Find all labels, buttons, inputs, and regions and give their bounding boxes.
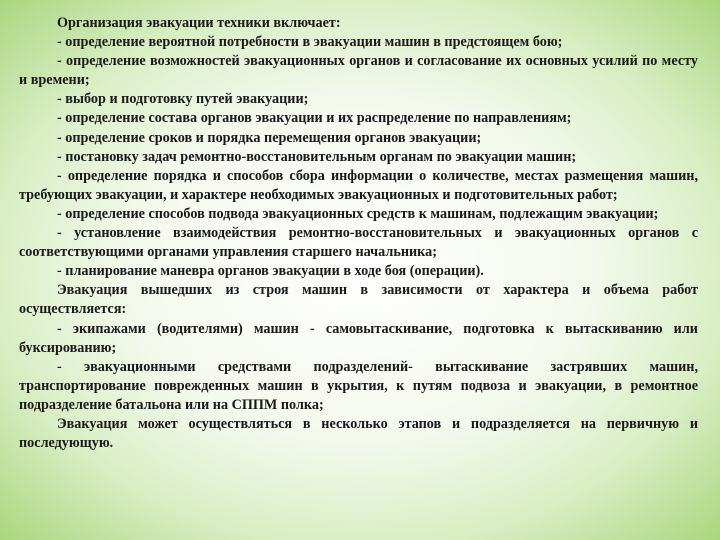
list-item: - выбор и подготовку путей эвакуации; <box>57 91 309 108</box>
list-item: - определение состава органов эвакуации и их распределение по направлениям; <box>57 110 572 127</box>
paragraph-text: Эвакуация может осуществляться в несколько этапов и подразделяется на первичную и последующую. <box>19 415 698 452</box>
list-item: - определение вероятной потребности в эвакуации машин в предстоящем бою; <box>57 34 563 51</box>
list-item: - экипажами (водителями) машин - самовытаскивание, подготовка к вытаскиванию или буксированию; <box>19 320 698 356</box>
list-item: - планирование маневра органов эвакуации в ходе боя (операции). <box>57 263 484 280</box>
list-item: - определение возможностей эвакуационных органов и согласование их основных усилий по месту и времени; <box>19 53 698 89</box>
paragraph-heading: Организация эвакуации техники включает: <box>57 15 341 31</box>
list-item: - определение сроков и порядка перемещения органов эвакуации; <box>57 129 482 146</box>
list-item: - определение порядка и способов сбора информации о количестве, местах размещения машин, требующих эвакуации, и характере необходимых эвакуационных и подготовительных работ; <box>19 167 698 203</box>
document-text <box>19 14 698 453</box>
list-item: - установление взаимодействия ремонтно-восстановительных и эвакуационных органов с соответствующими органами управления старшего начальника; <box>19 225 698 261</box>
list-item: - постановку задач ремонтно-восстановительным органам по эвакуации машин; <box>57 148 577 165</box>
list-item: - эвакуационными средствами подразделений- вытаскивание застрявших машин, транспортирование поврежденных машин в укрытия, к путям подвоза и эвакуации, в ремонтное подразделение батальона или на СППМ полка; <box>19 358 698 413</box>
paragraph-text: Эвакуация вышедших из строя машин в зависимости от характера и объема работ осуществляется: <box>19 282 698 318</box>
list-item: - определение способов подвода эвакуационных средств к машинам, подлежащим эвакуации; <box>57 205 659 222</box>
